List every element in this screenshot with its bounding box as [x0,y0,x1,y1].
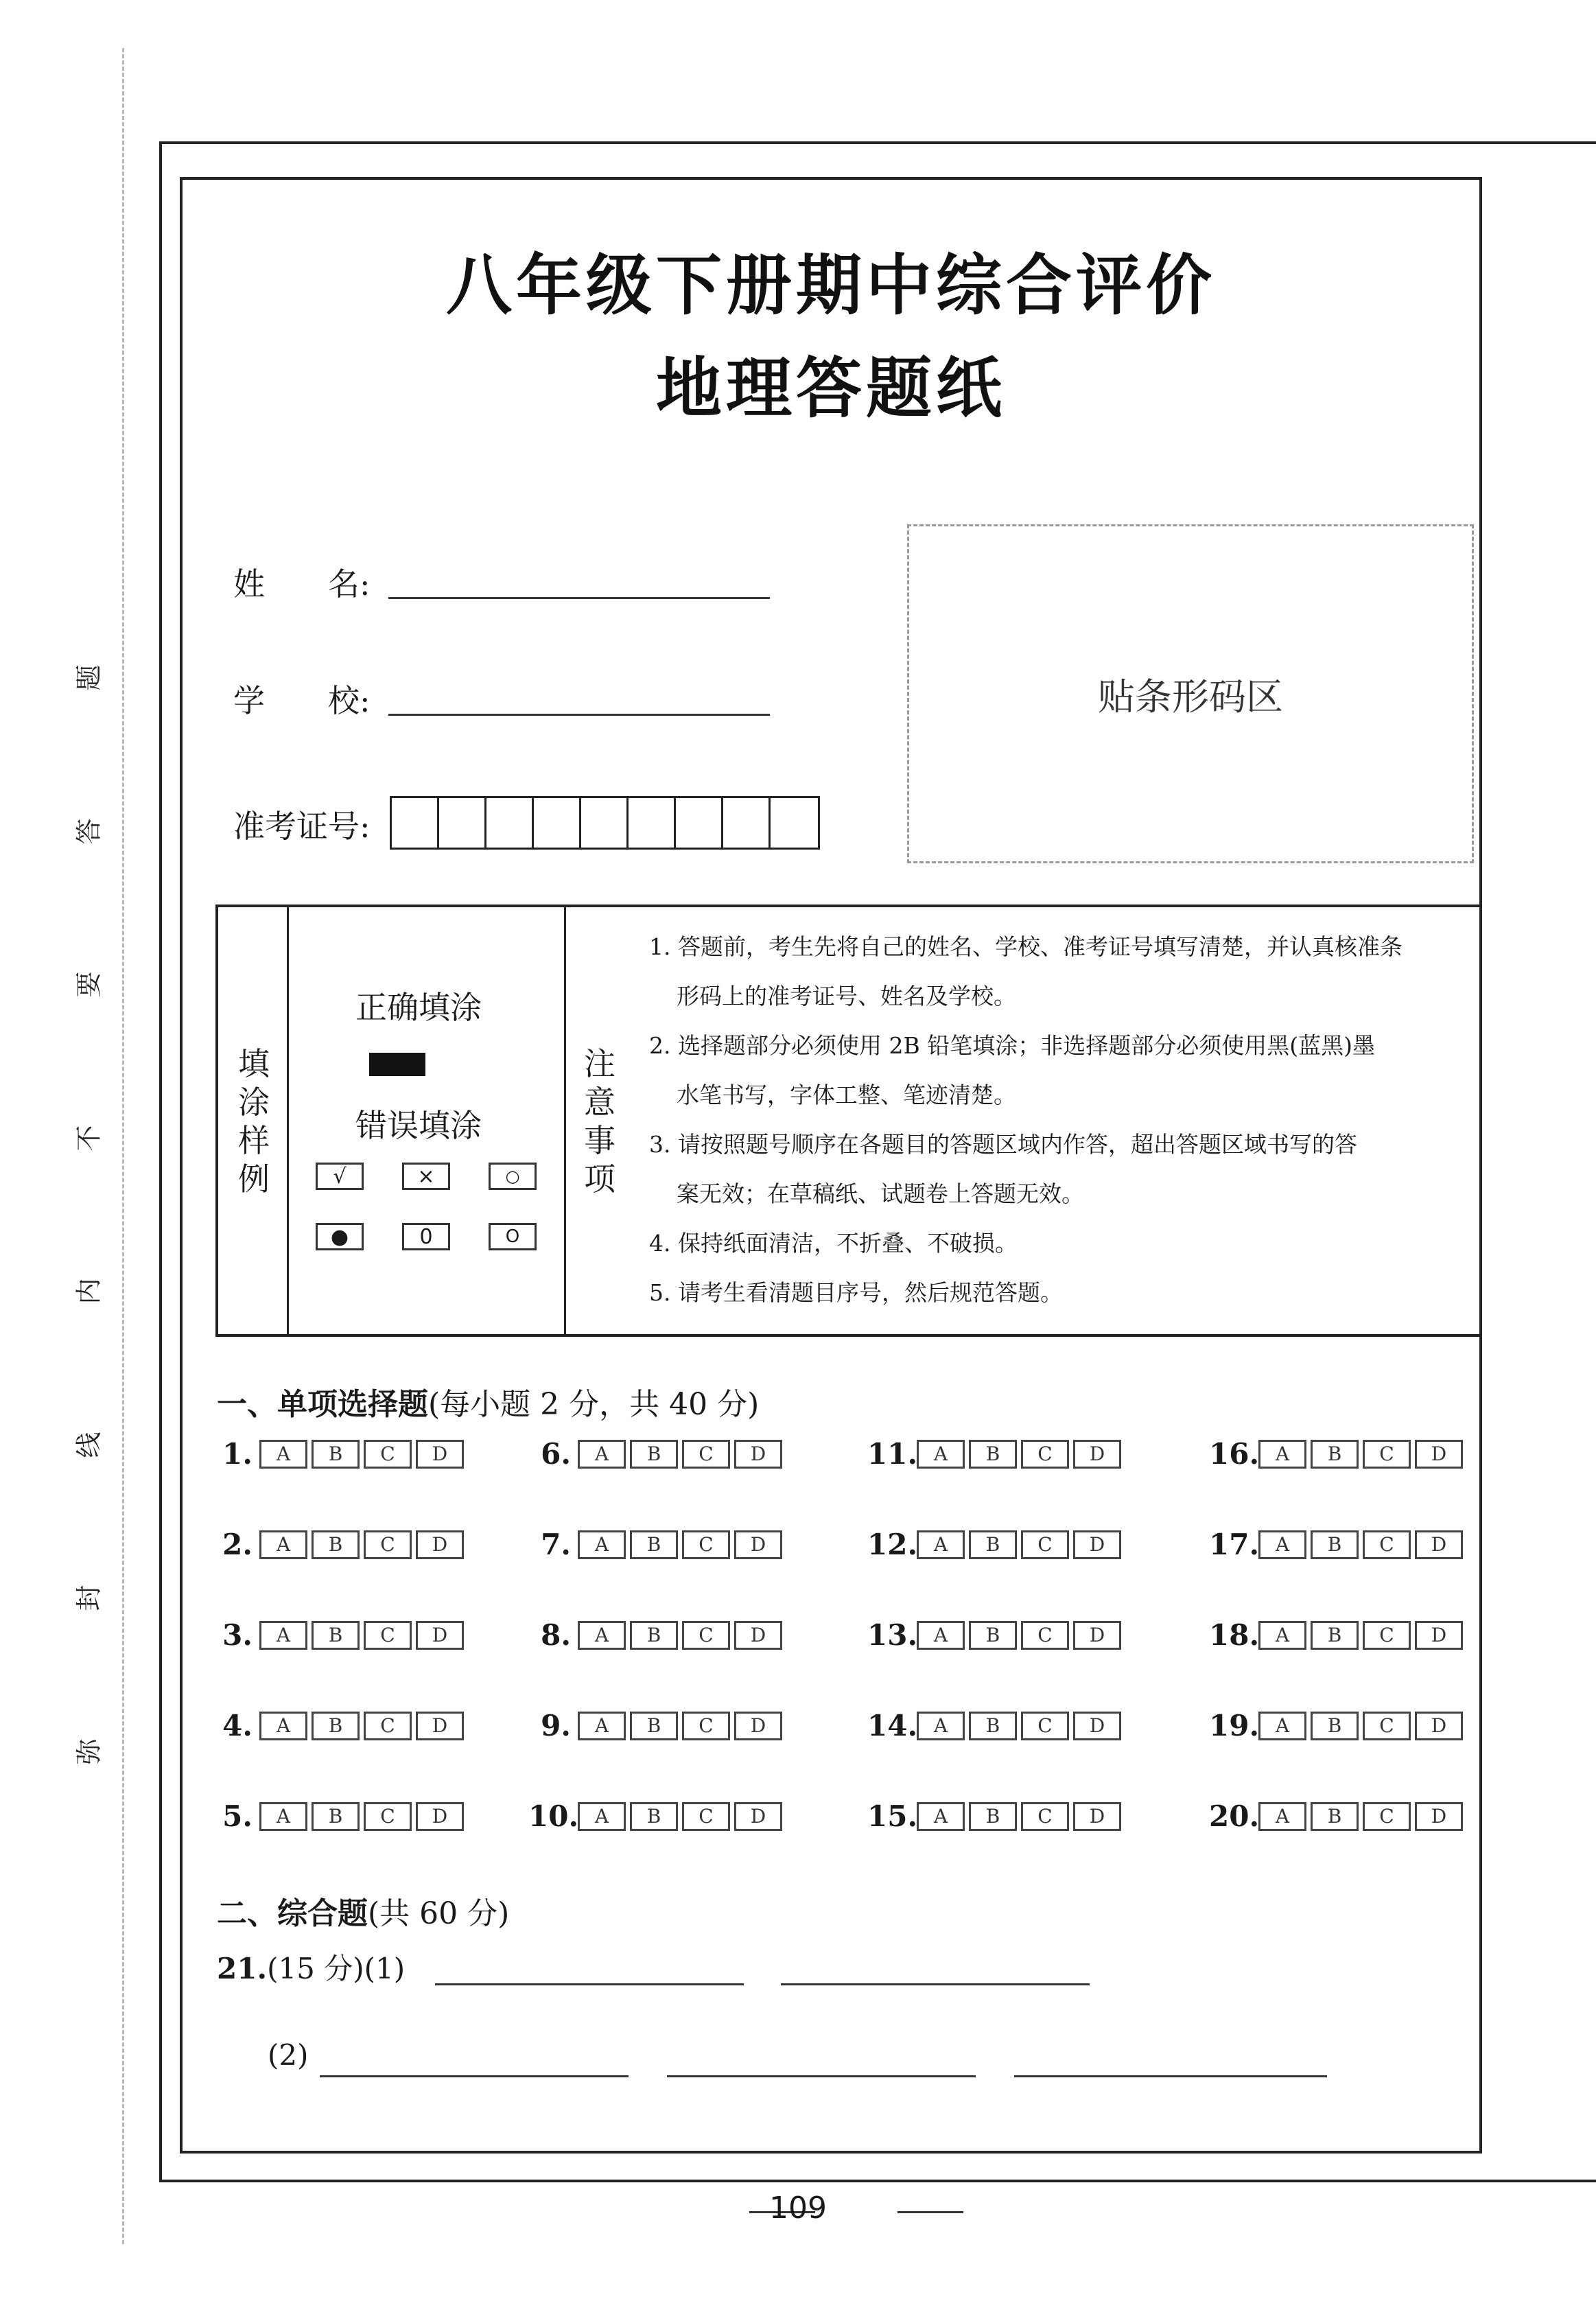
correct-fill-label: 正确填涂 [355,989,482,1026]
side-char: 题 [73,664,104,691]
question-number: 10. [528,1799,579,1833]
side-char: 线 [73,1432,104,1458]
barcode-area [907,524,1474,863]
question-row [867,1799,1125,1833]
exam-id-digit-box[interactable] [581,798,629,848]
option-bubble[interactable]: D [734,1530,782,1559]
option-bubble[interactable]: B [630,1621,678,1650]
divider [564,907,566,1334]
exam-id-digit-box[interactable] [723,798,771,848]
option-bubble[interactable]: A [259,1530,307,1559]
question-number: 5. [222,1799,253,1833]
question-number: 2. [222,1528,253,1561]
option-bubble[interactable]: D [1073,1802,1121,1831]
option-bubble[interactable]: C [1021,1712,1069,1740]
question-row [1209,1709,1467,1742]
question-row [867,1437,1125,1471]
option-bubble[interactable]: B [630,1530,678,1559]
binding-warning-text [66,659,107,1771]
question-row [210,1528,468,1561]
page-number: 109 [769,2191,827,2226]
question-row [210,1437,468,1471]
option-bubble[interactable]: D [416,1530,464,1559]
q21-score: (15 分)(1) [267,1952,406,1985]
option-bubble[interactable]: D [734,1712,782,1740]
question-number: 15. [867,1799,918,1833]
option-bubble[interactable]: A [1258,1530,1306,1559]
section1-title: 一、单项选择题 [217,1387,428,1422]
side-char: 要 [73,971,104,998]
sheet-title: 八年级下册期中综合评价 [446,247,1216,324]
name-field[interactable] [388,597,770,599]
section2-heading [217,1889,509,1933]
notes-title-text: 注 意 事 项 [584,1045,615,1198]
q21-1-answer-line[interactable] [781,1983,1090,1985]
option-bubble[interactable]: A [917,1530,965,1559]
q21-number: 21. [217,1952,268,1985]
question-row [1209,1528,1467,1561]
question-number: 12. [867,1528,918,1561]
divider [287,907,289,1334]
option-bubble[interactable]: C [1021,1530,1069,1559]
question-row [1209,1618,1467,1652]
question-number: 17. [1209,1528,1260,1561]
option-bubble[interactable]: B [969,1440,1017,1469]
note-line: 3. 请按照题号顺序在各题目的答题区域内作答，超出答题区域书写的答 [649,1131,1357,1158]
question-number: 6. [541,1437,571,1471]
option-bubble[interactable]: D [1073,1621,1121,1650]
option-bubble[interactable]: C [364,1530,412,1559]
option-bubble[interactable]: C [682,1530,730,1559]
option-bubble[interactable]: B [312,1440,360,1469]
option-bubble[interactable]: D [1073,1712,1121,1740]
exam-id-digit-box[interactable] [629,798,676,848]
option-bubble[interactable]: B [312,1712,360,1740]
option-bubble[interactable]: A [917,1621,965,1650]
option-bubble[interactable]: D [1415,1621,1463,1650]
fill-example-title [233,1045,274,1198]
correct-fill-mark [369,1053,425,1076]
wrong-fill-label: 错误填涂 [355,1107,482,1144]
note-line: 形码上的准考证号、姓名及学校。 [677,983,1016,1010]
question-row [867,1709,1125,1742]
side-char: 不 [73,1125,104,1152]
option-bubble[interactable]: A [1258,1440,1306,1469]
question-row [867,1528,1125,1561]
option-bubble[interactable]: C [682,1802,730,1831]
question-row [528,1799,786,1833]
question-row [1209,1799,1467,1833]
option-bubble[interactable]: C [1363,1440,1411,1469]
school-label: 学 校: [233,682,371,719]
option-bubble[interactable]: A [578,1712,626,1740]
option-bubble[interactable]: A [259,1712,307,1740]
option-bubble[interactable]: B [969,1621,1017,1650]
option-bubble[interactable]: D [1415,1802,1463,1831]
question-number: 14. [867,1709,918,1742]
wrong-mark-check: √ [316,1163,364,1190]
option-bubble[interactable]: D [416,1802,464,1831]
question-number: 3. [222,1618,253,1652]
question-row [210,1799,468,1833]
side-char: 答 [73,818,104,845]
option-bubble[interactable]: C [1363,1712,1411,1740]
note-line: 1. 答题前，考生先将自己的姓名、学校、准考证号填写清楚，并认真核准条 [649,933,1403,960]
barcode-label: 贴条形码区 [1098,675,1283,719]
exam-id-digit-box[interactable] [534,798,581,848]
question-row [528,1618,786,1652]
option-bubble[interactable]: D [1073,1440,1121,1469]
option-bubble[interactable]: D [1415,1712,1463,1740]
option-bubble[interactable]: A [259,1440,307,1469]
question-row [1209,1437,1467,1471]
exam-id-digit-box[interactable] [771,798,818,848]
option-bubble[interactable]: A [578,1621,626,1650]
option-bubble[interactable]: B [1311,1712,1359,1740]
question-number: 8. [541,1618,571,1652]
option-bubble[interactable]: C [364,1440,412,1469]
name-label: 姓 名: [233,565,371,603]
page-number-rule [897,2211,963,2213]
exam-id-digit-box[interactable] [486,798,534,848]
option-bubble[interactable]: A [259,1802,307,1831]
exam-id-label: 准考证号: [233,808,371,845]
question-number: 4. [222,1709,253,1742]
option-bubble[interactable]: C [1021,1802,1069,1831]
question-number: 16. [1209,1437,1260,1471]
option-bubble[interactable]: C [682,1621,730,1650]
option-bubble[interactable]: A [259,1621,307,1650]
section2-title: 二、综合题 [217,1896,368,1931]
option-bubble[interactable]: A [578,1530,626,1559]
option-bubble[interactable]: B [969,1712,1017,1740]
side-char: 弥 [73,1738,104,1765]
question-row [528,1437,786,1471]
exam-id-digit-box[interactable] [439,798,486,848]
option-bubble[interactable]: D [1415,1530,1463,1559]
side-char: 内 [73,1278,104,1305]
option-bubble[interactable]: A [917,1712,965,1740]
option-bubble[interactable]: B [1311,1802,1359,1831]
binding-dashed-line [122,48,124,2244]
question-row [210,1618,468,1652]
wrong-mark-vertical-oval: 0 [402,1223,450,1250]
exam-id-digit-box[interactable] [392,798,439,848]
option-bubble[interactable]: D [1415,1440,1463,1469]
option-bubble[interactable]: C [682,1440,730,1469]
note-line: 2. 选择题部分必须使用 2B 铅笔填涂；非选择题部分必须使用黑(蓝黑)墨 [649,1032,1375,1059]
exam-id-digit-box[interactable] [676,798,723,848]
option-bubble[interactable]: B [969,1530,1017,1559]
option-bubble[interactable]: A [917,1440,965,1469]
question-number: 1. [222,1437,253,1471]
option-bubble[interactable]: B [630,1440,678,1469]
section2-note: (共 60 分) [368,1896,510,1931]
option-bubble[interactable]: B [312,1530,360,1559]
question-number: 13. [867,1618,918,1652]
option-bubble[interactable]: A [917,1802,965,1831]
school-field[interactable] [388,714,770,716]
option-bubble[interactable]: C [364,1712,412,1740]
side-char: 封 [73,1585,104,1611]
option-bubble[interactable]: B [630,1802,678,1831]
q21-2-answer-line[interactable] [320,2075,629,2077]
q21-part2-label: (2) [268,2038,309,2072]
option-bubble[interactable]: C [1021,1440,1069,1469]
option-bubble[interactable]: B [1311,1621,1359,1650]
question-number: 7. [541,1528,571,1561]
note-line: 4. 保持纸面清洁，不折叠、不破损。 [649,1230,1018,1257]
option-bubble[interactable]: C [364,1621,412,1650]
sheet-subtitle: 地理答题纸 [656,350,1006,427]
option-bubble[interactable]: D [734,1802,782,1831]
question-row [210,1709,468,1742]
note-line: 水笔书写，字体工整、笔迹清楚。 [677,1082,1016,1108]
option-bubble[interactable]: B [630,1712,678,1740]
note-line: 5. 请考生看清题目序号，然后规范答题。 [649,1279,1063,1306]
option-bubble[interactable]: B [969,1802,1017,1831]
option-bubble[interactable]: A [578,1802,626,1831]
option-bubble[interactable]: D [734,1621,782,1650]
q21-1-answer-line[interactable] [435,1983,744,1985]
wrong-mark-cross: × [402,1163,450,1190]
option-bubble[interactable]: C [1363,1621,1411,1650]
note-line: 案无效；在草稿纸、试题卷上答题无效。 [677,1180,1084,1207]
question-number: 9. [541,1709,571,1742]
notes-title [579,1045,620,1198]
q21-2-answer-line[interactable] [1014,2075,1327,2077]
option-bubble[interactable]: D [734,1440,782,1469]
wrong-mark-oval: O [489,1223,537,1250]
wrong-mark-dot: ● [316,1223,364,1250]
option-bubble[interactable]: C [682,1712,730,1740]
option-bubble[interactable]: A [1258,1621,1306,1650]
option-bubble[interactable]: B [1311,1530,1359,1559]
option-bubble[interactable]: C [1363,1802,1411,1831]
question-row [528,1528,786,1561]
question-number: 18. [1209,1618,1260,1652]
question-row [528,1709,786,1742]
option-bubble[interactable]: D [416,1440,464,1469]
exam-id-boxes[interactable] [390,796,820,850]
question-number: 20. [1209,1799,1260,1833]
fill-example-title-text: 填 涂 样 例 [238,1045,270,1198]
q21-label-row [217,1946,405,1987]
instructions-box [215,905,1482,1337]
option-bubble[interactable]: C [1363,1530,1411,1559]
q21-2-answer-line[interactable] [667,2075,976,2077]
option-bubble[interactable]: B [1311,1440,1359,1469]
option-bubble[interactable]: A [1258,1712,1306,1740]
option-bubble[interactable]: B [312,1621,360,1650]
wrong-mark-circle: ○ [489,1163,537,1190]
option-bubble[interactable]: B [312,1802,360,1831]
option-bubble[interactable]: C [1021,1621,1069,1650]
option-bubble[interactable]: A [1258,1802,1306,1831]
option-bubble[interactable]: A [578,1440,626,1469]
section1-note: (每小题 2 分，共 40 分) [428,1387,760,1422]
section1-heading [217,1379,759,1423]
question-number: 11. [867,1437,918,1471]
question-number: 19. [1209,1709,1260,1742]
option-bubble[interactable]: D [416,1712,464,1740]
option-bubble[interactable]: D [416,1621,464,1650]
option-bubble[interactable]: D [1073,1530,1121,1559]
question-row [867,1618,1125,1652]
option-bubble[interactable]: C [364,1802,412,1831]
